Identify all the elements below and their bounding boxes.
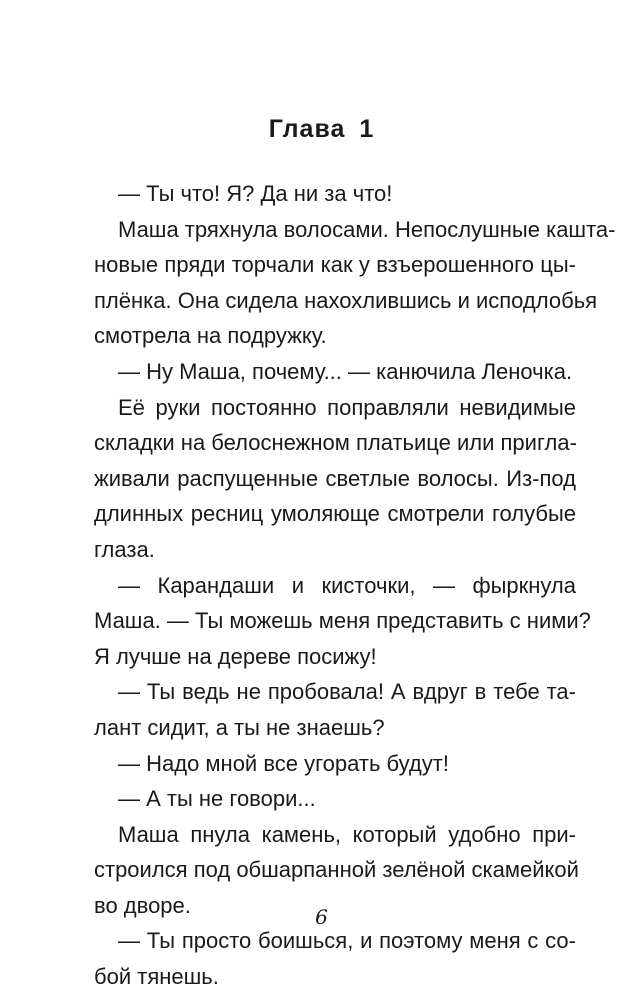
text-line: живали распущенные светлые волосы. Из-под: [94, 465, 576, 491]
text-line: строился под обшарпанной зелёной скамейкой: [94, 857, 579, 883]
page-number: 6: [315, 905, 328, 929]
text-line: — Карандаши и кисточки, — фыркнула: [118, 572, 576, 598]
text-line: бой тянешь.: [94, 964, 219, 990]
text-line: лант сидит, а ты не знаешь?: [94, 714, 385, 740]
text-line: — Ну Маша, почему... — канючила Леночка.: [118, 358, 573, 384]
text-line: глаза.: [94, 536, 155, 562]
text-line: длинных ресниц умоляюще смотрели голубые: [94, 501, 576, 527]
text-line: Я лучше на дереве посижу!: [94, 643, 377, 669]
text-line: — А ты не говори...: [118, 786, 316, 812]
text-line: смотрела на подружку.: [94, 323, 327, 349]
text-line: Её руки постоянно поправляли невидимые: [118, 394, 576, 420]
text-line: Маша пнула камень, который удобно при-: [118, 821, 576, 847]
text-line: — Надо мной все угорать будут!: [118, 750, 449, 776]
chapter-title: Глава 1: [268, 115, 375, 143]
text-line: Маша. — Ты можешь меня представить с ними?: [94, 608, 591, 634]
text-line: — Ты ведь не пробовала! А вдруг в тебе та-: [118, 679, 576, 705]
text-line: во дворе.: [94, 892, 191, 918]
text-line: — Ты что! Я? Да ни за что!: [118, 181, 393, 206]
text-line: — Ты просто боишься, и поэтому меня с со-: [118, 928, 576, 954]
text-line: плёнка. Она сидела нахохлившись и исподлобья: [94, 287, 598, 313]
body-text: [94, 176, 616, 995]
text-line: Маша тряхнула волосами. Непослушные кашта-: [118, 216, 616, 242]
text-line: складки на белоснежном платьице или пригла-: [94, 430, 577, 456]
text-line: новые пряди торчали как у взъерошенного цы-: [94, 252, 576, 278]
